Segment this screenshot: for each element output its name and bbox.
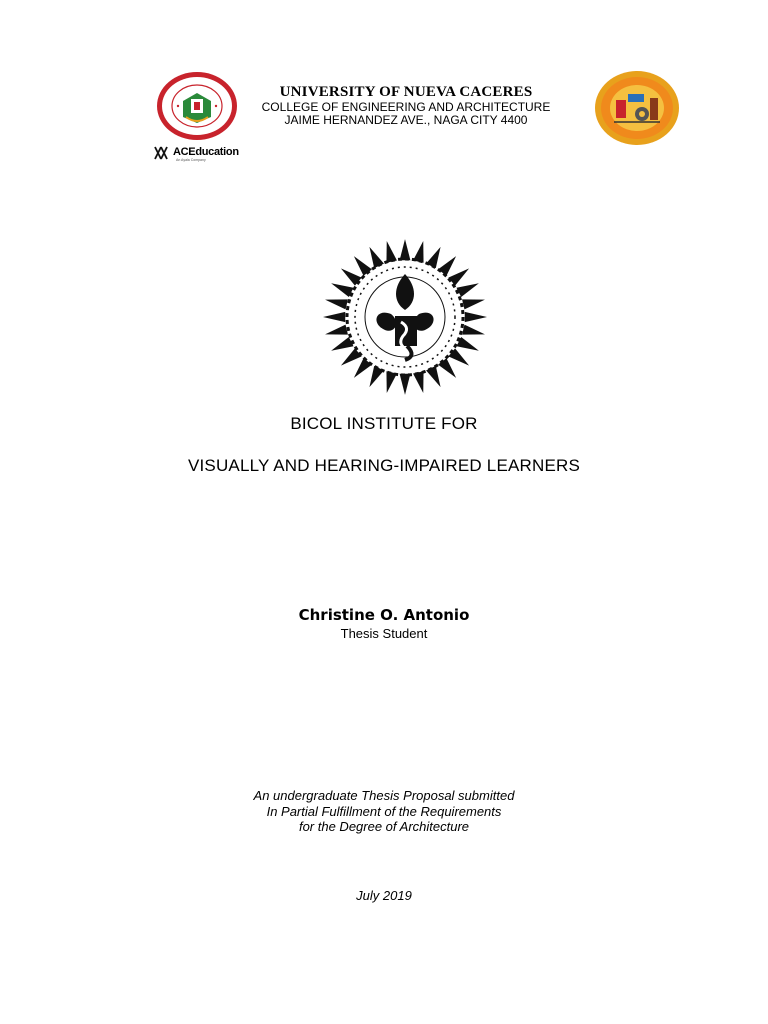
emblem-ray [462, 325, 485, 335]
ac-education-logo [154, 145, 246, 165]
emblem-ray [462, 299, 485, 309]
author-name: Christine O. Antonio [298, 606, 470, 624]
emblem-ray [448, 268, 469, 285]
description-line-3: for the Degree of Architecture [298, 819, 470, 834]
institute-emblem-logo [305, 232, 505, 402]
emblem-ray [465, 312, 487, 322]
ac-education-logo-text: ACEducation [173, 146, 239, 158]
emblem-ray [341, 348, 362, 365]
description-line-1: An undergraduate Thesis Proposal submitted [253, 788, 515, 803]
emblem-ray [323, 312, 345, 322]
thesis-title-line-2: VISUALLY AND HEARING-IMPAIRED LEARNERS [187, 456, 581, 475]
emblem-ray [400, 374, 411, 395]
emblem-ray [331, 337, 353, 351]
emblem-ray [354, 358, 372, 378]
emblem-ray [325, 325, 348, 335]
emblem-ray [400, 239, 411, 260]
emblem-ray [456, 283, 478, 297]
submission-date: July 2019 [356, 888, 412, 903]
author-role: Thesis Student [340, 626, 428, 641]
emblem-ray [438, 256, 456, 276]
thesis-description [0, 788, 768, 835]
college-name: COLLEGE OF ENGINEERING AND ARCHITECTURE [261, 100, 551, 114]
ac-education-logo-subtext: An Ayala Company [176, 158, 206, 162]
university-name: UNIVERSITY OF NUEVA CACERES [279, 84, 533, 100]
engineering-college-seal-logo [594, 70, 680, 146]
college-address: JAIME HERNANDEZ AVE., NAGA CITY 4400 [284, 113, 528, 127]
description-line-2: In Partial Fulfillment of the Requirements [266, 803, 502, 819]
thesis-title-line-1: BICOL INSTITUTE FOR [290, 414, 478, 433]
emblem-ray [325, 299, 348, 309]
